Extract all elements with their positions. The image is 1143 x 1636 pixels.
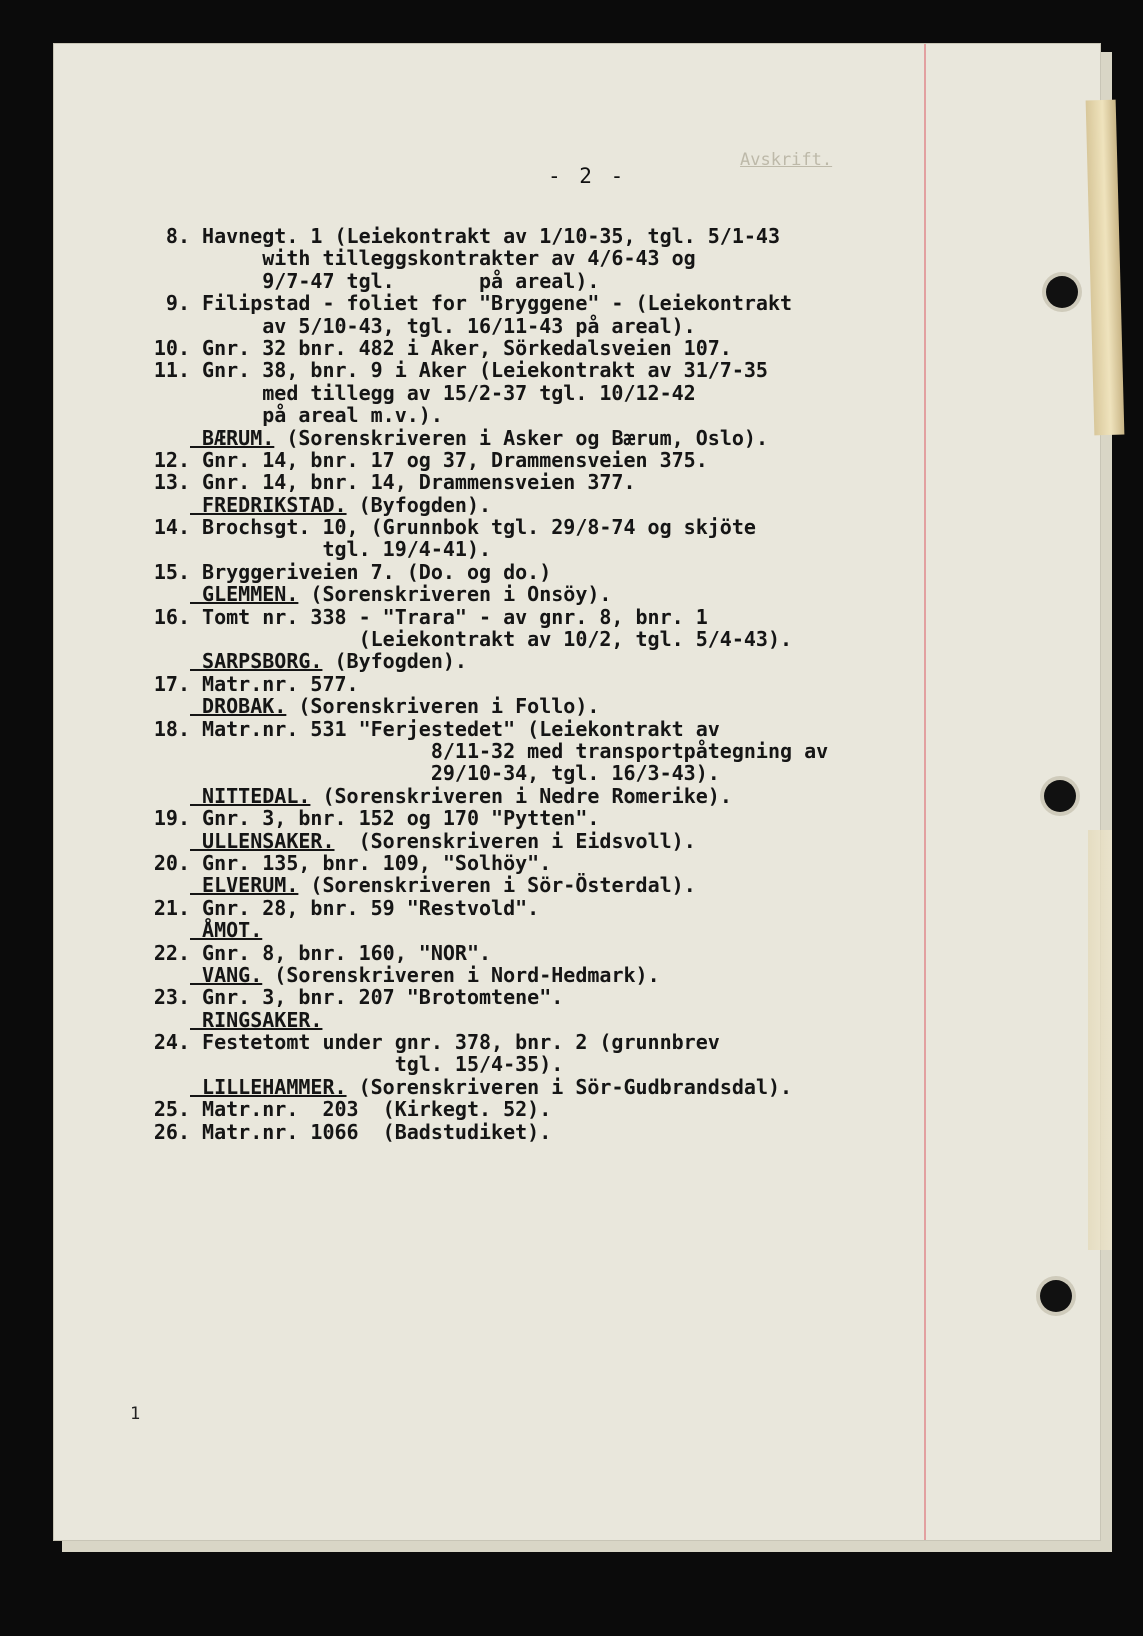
punch-hole-top — [1046, 276, 1078, 308]
item-number: 15. — [153, 559, 190, 584]
section-heading-line — [140, 1076, 900, 1098]
section-heading: ÅMOT. — [190, 918, 263, 943]
section-heading: RINGSAKER. — [190, 1007, 323, 1032]
item-text: Gnr. 28, bnr. 59 "Restvold". — [190, 895, 540, 920]
punch-hole-middle — [1044, 780, 1076, 812]
list-item-line — [140, 762, 900, 784]
item-text: with tilleggskontrakter av 4/6-43 og — [190, 246, 696, 271]
list-item-line — [140, 561, 900, 583]
list-item-line — [140, 986, 900, 1008]
section-heading: BÆRUM. — [190, 425, 275, 450]
section-heading: NITTEDAL. — [190, 783, 311, 808]
section-heading-line — [140, 427, 900, 449]
section-heading-line — [140, 583, 900, 605]
section-heading-line — [140, 695, 900, 717]
item-text: Gnr. 135, bnr. 109, "Solhöy". — [190, 850, 552, 875]
list-item-line — [140, 315, 900, 337]
item-text: 29/10-34, tgl. 16/3-43). — [190, 761, 720, 786]
property-list — [140, 225, 900, 1143]
item-number: 23. — [153, 985, 190, 1010]
section-heading: LILLEHAMMER. — [190, 1074, 347, 1099]
item-number: 11. — [153, 358, 190, 383]
section-heading-line — [140, 964, 900, 986]
item-text: Matr.nr. 203 (Kirkegt. 52). — [190, 1097, 552, 1122]
list-item-line — [140, 337, 900, 359]
section-court: (Sorenskriveren i Sör-Österdal). — [298, 873, 696, 898]
section-heading-line — [140, 830, 900, 852]
red-margin-line — [924, 44, 926, 1540]
item-number: 9. — [165, 291, 190, 316]
section-court: (Byfogden). — [346, 492, 492, 517]
section-heading: ULLENSAKER. — [190, 828, 335, 853]
item-number: 21. — [153, 895, 190, 920]
list-item-line — [140, 404, 900, 426]
list-item-line — [140, 225, 900, 247]
tape-strip-lower — [1088, 830, 1112, 1250]
section-heading-line — [140, 785, 900, 807]
item-text: Matr.nr. 1066 (Badstudiket). — [190, 1119, 552, 1144]
list-item-line — [140, 897, 900, 919]
section-heading: GLEMMEN. — [190, 582, 299, 607]
item-text: Gnr. 3, bnr. 152 og 170 "Pytten". — [190, 806, 600, 831]
item-text: 9/7-47 tgl. på areal). — [190, 268, 600, 293]
item-text: 8/11-32 med transportpåtegning av — [190, 738, 829, 763]
list-item-line — [140, 807, 900, 829]
item-number: 20. — [153, 850, 190, 875]
section-court: (Sorenskriveren i Asker og Bærum, Oslo). — [274, 425, 768, 450]
item-number: 13. — [153, 470, 190, 495]
item-text: Gnr. 14, bnr. 17 og 37, Drammensveien 375. — [190, 447, 708, 472]
item-number: 22. — [153, 940, 190, 965]
list-item-line — [140, 359, 900, 381]
section-court: (Sorenskriveren i Nedre Romerike). — [310, 783, 732, 808]
item-number: 26. — [153, 1119, 190, 1144]
list-item-line — [140, 1121, 900, 1143]
section-court: (Byfogden). — [322, 649, 467, 674]
section-court: (Sorenskriveren i Follo). — [286, 694, 600, 719]
section-court: (Sorenskriveren i Sör-Gudbrandsdal). — [346, 1074, 793, 1099]
list-item-line — [140, 471, 900, 493]
section-heading-line — [140, 650, 900, 672]
list-item-line — [140, 1098, 900, 1120]
item-text: tgl. 19/4-41). — [190, 537, 492, 562]
item-number: 10. — [153, 335, 190, 360]
item-text: Gnr. 3, bnr. 207 "Brotomtene". — [190, 985, 564, 1010]
list-item-line — [140, 852, 900, 874]
section-court: (Sorenskriveren i Eidsvoll). — [334, 828, 696, 853]
punch-hole-bottom — [1040, 1280, 1072, 1312]
item-text: med tillegg av 15/2-37 tgl. 10/12-42 — [190, 380, 696, 405]
list-item-line — [140, 1053, 900, 1075]
item-text: Bryggeriveien 7. (Do. og do.) — [190, 559, 552, 584]
section-heading: ELVERUM. — [190, 873, 299, 898]
item-number: 18. — [153, 716, 190, 741]
item-text: Gnr. 38, bnr. 9 i Aker (Leiekontrakt av 31/7-35 — [190, 358, 768, 383]
list-item-line — [140, 292, 900, 314]
page-number: - 2 - — [548, 164, 627, 188]
section-heading-line — [140, 919, 900, 941]
item-text: Havnegt. 1 (Leiekontrakt av 1/10-35, tgl. 5/1-43 — [190, 224, 781, 248]
item-text: Matr.nr. 531 "Ferjestedet" (Leiekontrakt av — [190, 716, 720, 741]
item-number: 16. — [153, 604, 190, 629]
item-text: Gnr. 14, bnr. 14, Drammensveien 377. — [190, 470, 636, 495]
list-item-line — [140, 1031, 900, 1053]
item-number: 14. — [153, 515, 190, 540]
section-heading: SARPSBORG. — [190, 649, 323, 674]
item-text: (Leiekontrakt av 10/2, tgl. 5/4-43). — [190, 627, 793, 652]
section-heading: FREDRIKSTAD. — [190, 492, 347, 517]
item-text: Filipstad - foliet for "Bryggene" - (Leiekontrakt — [190, 291, 793, 316]
item-text: på areal m.v.). — [190, 403, 443, 428]
section-heading: VANG. — [190, 962, 263, 987]
item-text: Gnr. 8, bnr. 160, "NOR". — [190, 940, 492, 965]
list-item-line — [140, 382, 900, 404]
list-item-line — [140, 673, 900, 695]
list-item-line — [140, 538, 900, 560]
footer-mark: 1 — [130, 1404, 141, 1424]
section-court: (Sorenskriveren i Nord-Hedmark). — [262, 962, 660, 987]
bleed-through-heading: Avskrift. — [740, 150, 833, 170]
item-text: Tomt nr. 338 - "Trara" - av gnr. 8, bnr. 1 — [190, 604, 708, 629]
item-number: 24. — [153, 1030, 190, 1055]
list-item-line — [140, 740, 900, 762]
list-item-line — [140, 718, 900, 740]
item-text: Brochsgt. 10, (Grunnbok tgl. 29/8-74 og skjöte — [190, 515, 756, 540]
section-heading-line — [140, 494, 900, 516]
section-court: (Sorenskriveren i Onsöy). — [298, 582, 612, 607]
section-heading-line — [140, 1009, 900, 1031]
item-text: Festetomt under gnr. 378, bnr. 2 (grunnbrev — [190, 1030, 720, 1055]
list-item-line — [140, 449, 900, 471]
list-item-line — [140, 628, 900, 650]
item-number: 19. — [153, 806, 190, 831]
list-item-line — [140, 516, 900, 538]
item-text: Gnr. 32 bnr. 482 i Aker, Sörkedalsveien 107. — [190, 335, 732, 360]
item-text: av 5/10-43, tgl. 16/11-43 på areal). — [190, 313, 696, 338]
list-item-line — [140, 247, 900, 269]
list-item-line — [140, 942, 900, 964]
section-heading-line — [140, 874, 900, 896]
list-item-line — [140, 606, 900, 628]
item-number: 17. — [153, 671, 190, 696]
list-item-line — [140, 270, 900, 292]
item-text: tgl. 15/4-35). — [190, 1052, 564, 1077]
item-number: 12. — [153, 447, 190, 472]
item-number: 8. — [165, 224, 190, 248]
section-heading: DROBAK. — [190, 694, 287, 719]
item-text: Matr.nr. 577. — [190, 671, 359, 696]
item-number: 25. — [153, 1097, 190, 1122]
